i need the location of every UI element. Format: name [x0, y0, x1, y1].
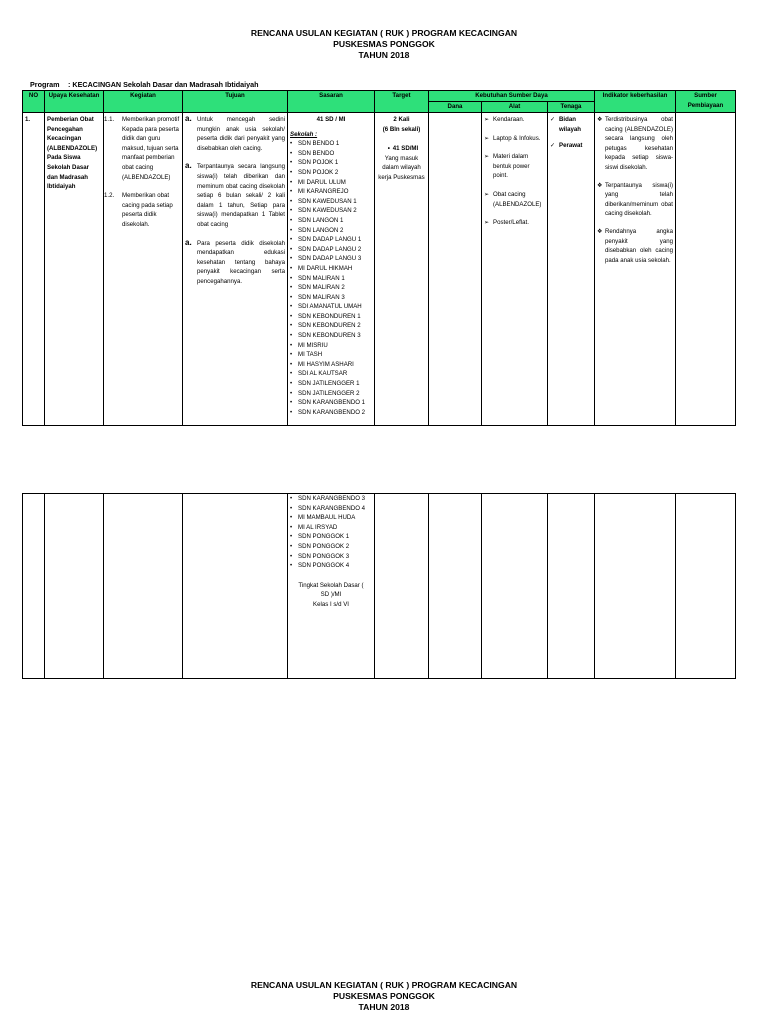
- school-name: MI DARUL ULUM: [298, 178, 346, 186]
- kegiatan-cell: [104, 113, 182, 230]
- bullet-icon: •: [290, 226, 293, 234]
- school-item: [290, 542, 372, 552]
- tujuan-item: [185, 162, 285, 229]
- indikator-item: [597, 181, 673, 219]
- table-row: [23, 494, 736, 679]
- alat-cell: [482, 113, 547, 228]
- school-name: SDN PONGGOK 2: [298, 542, 350, 550]
- school-name: SDN KARANGBENDO 2: [298, 408, 366, 416]
- alat-item: [484, 218, 545, 228]
- col-target: Target: [375, 91, 429, 113]
- kegiatan-item: [106, 115, 180, 182]
- indikator-item: [597, 115, 673, 173]
- school-item: [290, 523, 372, 533]
- arrow-bullet-icon: ➢: [484, 219, 490, 227]
- school-name: SDN KAWEDUSAN 2: [298, 207, 357, 215]
- school-name: MI MISRIU: [298, 341, 328, 349]
- tujuan-item: [185, 239, 285, 287]
- school-name: SDN POJOK 2: [298, 168, 339, 176]
- bullet-icon: •: [290, 408, 293, 416]
- bullet-icon: •: [290, 533, 293, 541]
- school-item: [290, 513, 372, 523]
- document-title-repeat: [0, 980, 768, 1013]
- kegiatan-item: [106, 191, 180, 229]
- tenaga-item-text: Bidan wilayah: [559, 116, 582, 133]
- col-sasaran: Sasaran: [288, 91, 375, 113]
- alat-item: [484, 115, 545, 125]
- school-name: SDN MALIRAN 1: [298, 274, 345, 282]
- arrow-bullet-icon: ➢: [484, 153, 490, 161]
- sasaran-cell-continued: [288, 494, 374, 610]
- school-item: [290, 302, 372, 312]
- bullet-icon: •: [290, 552, 293, 560]
- alat-item-text: Laptop & Infokus.: [493, 134, 541, 142]
- school-item: [290, 321, 372, 331]
- tujuan-item-text: Terpantaunya secara langsung siswa(i) telah diberikan dan meminum obat cacing disekolah setiap 6 bulan sekali/ 2 kali dalam 1 tahun, Setiap para siswa(i) mendapatkan 1 Tablet obat cacing: [197, 163, 285, 228]
- school-name: SDN KARANGBENDO 3: [298, 495, 366, 502]
- tujuan-item-marker: a.: [185, 114, 192, 123]
- school-name: SDN LANGON 1: [298, 216, 344, 224]
- indikator-item: [597, 227, 673, 265]
- row-number: 1.: [25, 116, 31, 123]
- bullet-icon: •: [290, 207, 293, 215]
- bullet-icon: •: [290, 370, 293, 378]
- tujuan-item: [185, 115, 285, 153]
- target-note: Yang masuk dalam wilayah kerja Puskesmas: [378, 154, 425, 181]
- alat-item: [484, 190, 545, 209]
- bullet-icon: •: [290, 514, 293, 522]
- diamond-bullet-icon: ❖: [597, 227, 603, 235]
- school-item: [290, 379, 372, 389]
- sumber-cell: [676, 113, 736, 426]
- school-name: SDN KEBONDUREN 2: [298, 322, 361, 330]
- kegiatan-item-number: 1.2.: [104, 192, 115, 200]
- checkmark-icon: ✓: [550, 116, 556, 123]
- tujuan-item-marker: a.: [185, 161, 192, 171]
- school-name: SDN KEBONDUREN 3: [298, 332, 361, 340]
- table-row: [23, 113, 736, 426]
- target-interval: (6 Bln sekali): [382, 125, 421, 133]
- school-item: [290, 398, 372, 408]
- tenaga-item: [550, 115, 592, 134]
- arrow-bullet-icon: ➢: [484, 190, 490, 198]
- bullet-icon: •: [290, 236, 293, 244]
- alat-item: [484, 134, 545, 144]
- sasaran-cell: [288, 113, 374, 417]
- arrow-bullet-icon: ➢: [484, 134, 490, 142]
- school-item: [290, 139, 372, 149]
- school-list: [290, 494, 372, 571]
- bullet-icon: •: [290, 140, 293, 148]
- tenaga-cell: [548, 113, 594, 151]
- col-kebutuhan: Kebutuhan Sumber Daya: [429, 91, 595, 102]
- school-item: [290, 552, 372, 562]
- alat-item-text: Poster/Leflat.: [493, 219, 529, 227]
- tujuan-item-text: Untuk mencegah sedini mungkin anak usia sekolah/ peserta didik dari penyakit yang disebabkan oleh cacing.: [197, 116, 285, 152]
- school-name: SDN DADAP LANGU 2: [298, 245, 362, 253]
- arrow-bullet-icon: ➢: [484, 116, 490, 123]
- bullet-icon: •: [290, 399, 293, 407]
- bullet-icon: •: [290, 360, 293, 368]
- school-name: SDN KEBONDUREN 1: [298, 312, 361, 320]
- school-item: [290, 158, 372, 168]
- bullet-icon: •: [290, 197, 293, 205]
- school-item: [290, 369, 372, 379]
- bullet-icon: •: [290, 149, 293, 157]
- footer-line-3: TAHUN 2018: [358, 1002, 410, 1012]
- kegiatan-item-text: Memberikan obat cacing pada setiap peserta didik disekolah.: [122, 192, 173, 228]
- col-sumber: Sumber Pembiayaan: [676, 91, 736, 113]
- target-frequency: 2 Kali: [393, 116, 410, 123]
- diamond-bullet-icon: ❖: [597, 181, 603, 189]
- bullet-icon: •: [290, 523, 293, 531]
- school-item: [290, 350, 372, 360]
- program-line: [30, 80, 259, 89]
- bullet-icon: •: [290, 178, 293, 186]
- tingkat-line-1: Tingkat Sekolah Dasar (: [298, 581, 364, 589]
- bullet-icon: •: [290, 216, 293, 224]
- bullet-icon: •: [290, 188, 293, 196]
- bullet-icon: •: [290, 312, 293, 320]
- kegiatan-item-number: 1.1.: [104, 116, 115, 123]
- bullet-icon: •: [290, 341, 293, 349]
- target-cell: [375, 113, 428, 183]
- col-no: NO: [23, 91, 45, 113]
- col-alat: Alat: [482, 102, 548, 113]
- bullet-icon: •: [290, 504, 293, 512]
- alat-item-text: Kendaraan.: [493, 116, 525, 123]
- dana-cell: [429, 113, 482, 426]
- school-name: SDN BENDO 1: [298, 140, 340, 148]
- ruk-table: [22, 90, 736, 426]
- school-item: [290, 561, 372, 571]
- school-name: SDN PONGGOK 1: [298, 533, 350, 541]
- col-dana: Dana: [429, 102, 482, 113]
- col-kegiatan: Kegiatan: [104, 91, 183, 113]
- bullet-icon: •: [290, 303, 293, 311]
- bullet-icon: •: [290, 264, 293, 272]
- school-name: SDN KARANGBENDO 4: [298, 504, 366, 512]
- col-indikator: Indikator keberhasilan: [595, 91, 676, 113]
- title-line-1: RENCANA USULAN KEGIATAN ( RUK ) PROGRAM KECACINGAN: [250, 28, 518, 38]
- bullet-icon: •: [290, 159, 293, 167]
- school-name: MI HASYIM ASHARI: [298, 360, 354, 368]
- school-item: [290, 274, 372, 284]
- school-item: [290, 216, 372, 226]
- school-item: [290, 197, 372, 207]
- school-name: MI DARUL HIKMAH: [298, 264, 353, 272]
- bullet-icon: •: [290, 332, 293, 340]
- bullet-icon: •: [290, 274, 293, 282]
- title-line-2: PUSKESMAS PONGGOK: [333, 39, 435, 49]
- col-upaya: Upaya Kesehatan: [45, 91, 104, 113]
- school-item: [290, 254, 372, 264]
- school-name: SDN PONGGOK 3: [298, 552, 350, 560]
- tingkat-line-2: SD )/MI: [320, 591, 342, 599]
- alat-item-text: Materi dalam bentuk power point.: [493, 153, 530, 180]
- tujuan-item-text: Para peserta didik disekolah mendapatkan edukasi kesehatan tentang bahaya penyakit kecacingan serta pencegahannya.: [197, 239, 285, 285]
- sasaran-subtitle: Sekolah :: [290, 130, 318, 138]
- school-item: [290, 312, 372, 322]
- school-item: [290, 178, 372, 188]
- school-list: [290, 139, 372, 417]
- alat-item: [484, 152, 545, 181]
- school-name: SDN MALIRAN 2: [298, 284, 345, 292]
- col-tujuan: Tujuan: [183, 91, 288, 113]
- footer-line-2: PUSKESMAS PONGGOK: [333, 991, 435, 1001]
- school-name: SDN BENDO: [298, 149, 335, 157]
- checkmark-icon: ✓: [550, 142, 556, 150]
- school-name: SDN DADAP LANGU 3: [298, 255, 362, 263]
- school-name: SDN PONGGOK 4: [298, 562, 350, 570]
- kelas-text: Kelas I s/d VI: [313, 600, 349, 608]
- tujuan-item-marker: a.: [185, 237, 192, 247]
- indikator-item-text: Terdistribusinya obat cacing (ALBENDAZOLE) secara langsung oleh petugas kesehatan kepada setiap siswa-siswi disekolah.: [605, 116, 673, 171]
- school-item: [290, 341, 372, 351]
- school-item: [290, 149, 372, 159]
- target-count: • 41 SD/MI: [387, 145, 419, 153]
- col-tenaga: Tenaga: [548, 102, 595, 113]
- tujuan-cell: [183, 113, 287, 287]
- title-line-3: TAHUN 2018: [358, 50, 410, 60]
- school-item: [290, 504, 372, 514]
- school-item: [290, 532, 372, 542]
- school-name: SDI AL KAUTSAR: [298, 370, 348, 378]
- school-item: [290, 293, 372, 303]
- ruk-table-continued: [22, 493, 736, 679]
- tenaga-item: [550, 141, 592, 151]
- school-item: [290, 494, 372, 504]
- bullet-icon: •: [290, 380, 293, 388]
- bullet-icon: •: [290, 284, 293, 292]
- school-name: MI TASH: [298, 351, 323, 359]
- bullet-icon: •: [290, 168, 293, 176]
- school-item: [290, 283, 372, 293]
- school-name: SDN KARANGBENDO 1: [298, 399, 366, 407]
- school-name: MI KARANGREJO: [298, 188, 349, 196]
- indikator-cell: [595, 113, 675, 265]
- school-item: [290, 389, 372, 399]
- school-name: SDN JATILENGGER 1: [298, 380, 360, 388]
- indikator-item-text: Terpantaunya siswa(i) yang telah diberikan/meminum obat cacing disekolah.: [605, 181, 673, 218]
- kegiatan-item-text: Memberikan promotif Kepada para peserta didik dan guru maksud, tujuan serta manfaat pemberian obat cacing (ALBENDAZOLE): [122, 116, 180, 181]
- program-label: Program: [30, 80, 60, 89]
- bullet-icon: •: [290, 322, 293, 330]
- footer-line-1: RENCANA USULAN KEGIATAN ( RUK ) PROGRAM KECACINGAN: [250, 980, 518, 990]
- bullet-icon: •: [290, 562, 293, 570]
- school-item: [290, 168, 372, 178]
- school-name: SDN JATILENGGER 2: [298, 389, 360, 397]
- school-name: SDN MALIRAN 3: [298, 293, 345, 301]
- bullet-icon: •: [290, 542, 293, 550]
- bullet-icon: •: [290, 293, 293, 301]
- school-item: [290, 235, 372, 245]
- school-name: SDN LANGON 2: [298, 226, 344, 234]
- sasaran-title: 41 SD / MI: [316, 116, 346, 123]
- bullet-icon: •: [290, 389, 293, 397]
- tenaga-item-text: Perawat: [559, 142, 583, 150]
- school-item: [290, 408, 372, 418]
- school-item: [290, 226, 372, 236]
- bullet-icon: •: [290, 351, 293, 359]
- school-item: [290, 187, 372, 197]
- school-name: MI AL IRSYAD: [298, 523, 338, 531]
- diamond-bullet-icon: ❖: [597, 116, 603, 123]
- school-item: [290, 331, 372, 341]
- school-name: SDN DADAP LANGU 1: [298, 236, 362, 244]
- school-name: SDI AMANATUL UMAH: [298, 303, 362, 311]
- school-item: [290, 264, 372, 274]
- indikator-item-text: Rendahnya angka penyakit yang disebabkan oleh cacing pada anak usia sekolah.: [605, 227, 673, 264]
- bullet-icon: •: [290, 495, 293, 502]
- school-item: [290, 206, 372, 216]
- bullet-icon: •: [290, 245, 293, 253]
- document-title: [0, 28, 768, 61]
- upaya-cell: Pemberian Obat Pencegahan Kecacingan (ALBENDAZOLE) Pada Siswa Sekolah Dasar dan Madrasah Ibtidaiyah: [47, 116, 98, 191]
- school-item: [290, 245, 372, 255]
- alat-item-text: Obat cacing (ALBENDAZOLE): [493, 190, 542, 208]
- school-name: MI MAMBAUL HUDA: [298, 514, 356, 522]
- bullet-icon: •: [290, 255, 293, 263]
- school-name: SDN POJOK 1: [298, 159, 339, 167]
- school-item: [290, 360, 372, 370]
- school-name: SDN KAWEDUSAN 1: [298, 197, 357, 205]
- program-value: : KECACINGAN Sekolah Dasar dan Madrasah Ibtidaiyah: [68, 80, 259, 89]
